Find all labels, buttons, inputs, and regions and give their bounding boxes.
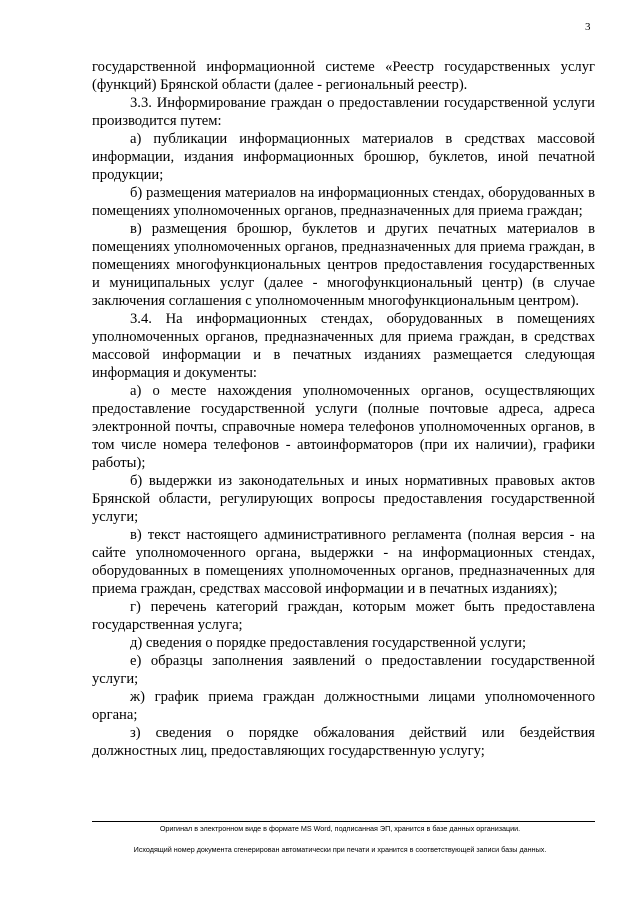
paragraph-3-4-g: г) перечень категорий граждан, которым может быть предоставлена государственная услуга; — [92, 599, 595, 633]
footer-note-outgoing-number: Исходящий номер документа сгенерирован автоматически при печати и хранится в соответствующей записи базы данных. — [133, 845, 547, 854]
paragraph-3-4-e: е) образцы заполнения заявлений о предоставлении государственной услуги; — [92, 653, 595, 687]
footer-divider — [92, 821, 595, 822]
paragraph-3-4-a: а) о месте нахождения уполномоченных органов, осуществляющих предоставление государственной услуги (полные почтовые адреса, адреса электронной почты, справочные номера телефонов уполномоченных органов, в том числе номера телефонов - автоинформаторов (при их наличии), графики работы); — [92, 383, 595, 471]
paragraph-3-4-zh: ж) график приема граждан должностными лицами уполномоченного органа; — [92, 689, 595, 723]
paragraph-3-3-b: б) размещения материалов на информационных стендах, оборудованных в помещениях уполномоченных органов, предназначенных для приема граждан; — [92, 185, 595, 219]
document-body — [92, 58, 595, 760]
paragraph-3-3-a: а) публикации информационных материалов в средствах массовой информации, издания информационных брошюр, буклетов, иной печатной продукции; — [92, 131, 595, 183]
footer-note-original: Оригинал в электронном виде в формате MS Word, подписанная ЭП, хранится в базе данных организации. — [159, 824, 521, 833]
paragraph-3-4-z: з) сведения о порядке обжалования действий или бездействия должностных лиц, предоставляющих государственную услугу; — [92, 725, 595, 759]
page-number: 3 — [585, 21, 591, 33]
paragraph-3-3-v: в) размещения брошюр, буклетов и других печатных материалов в помещениях уполномоченных органов, предназначенных для приема граждан, в помещениях многофункциональных центров предоставления государственных и муниципальных услуг (далее - многофункциональный центр) (в случае заключения соглашения с уполномоченным многофункциональным центром). — [92, 221, 595, 309]
paragraph-3-4-v: в) текст настоящего административного регламента (полная версия - на сайте уполномоченного органа, выдержки - на информационных стендах, оборудованных в помещениях уполномоченных органов, предназначенных для приема граждан, средствах массовой информации и в печатных изданиях); — [92, 527, 595, 597]
paragraph-3-3: 3.3. Информирование граждан о предоставлении государственной услуги производится путем: — [92, 95, 595, 129]
paragraph-3-4-d: д) сведения о порядке предоставления государственной услуги; — [130, 635, 527, 651]
paragraph-continuation: государственной информационной системе «Реестр государственных услуг (функций) Брянской области (далее - региональный реестр). — [92, 59, 595, 93]
paragraph-3-4: 3.4. На информационных стендах, оборудованных в помещениях уполномоченных органов, предназначенных для приема граждан, в средствах массовой информации и в печатных изданиях размещается следующая информация и документы: — [92, 311, 595, 381]
paragraph-3-4-b: б) выдержки из законодательных и иных нормативных правовых актов Брянской области, регулирующих вопросы предоставления государственной услуги; — [92, 473, 595, 525]
